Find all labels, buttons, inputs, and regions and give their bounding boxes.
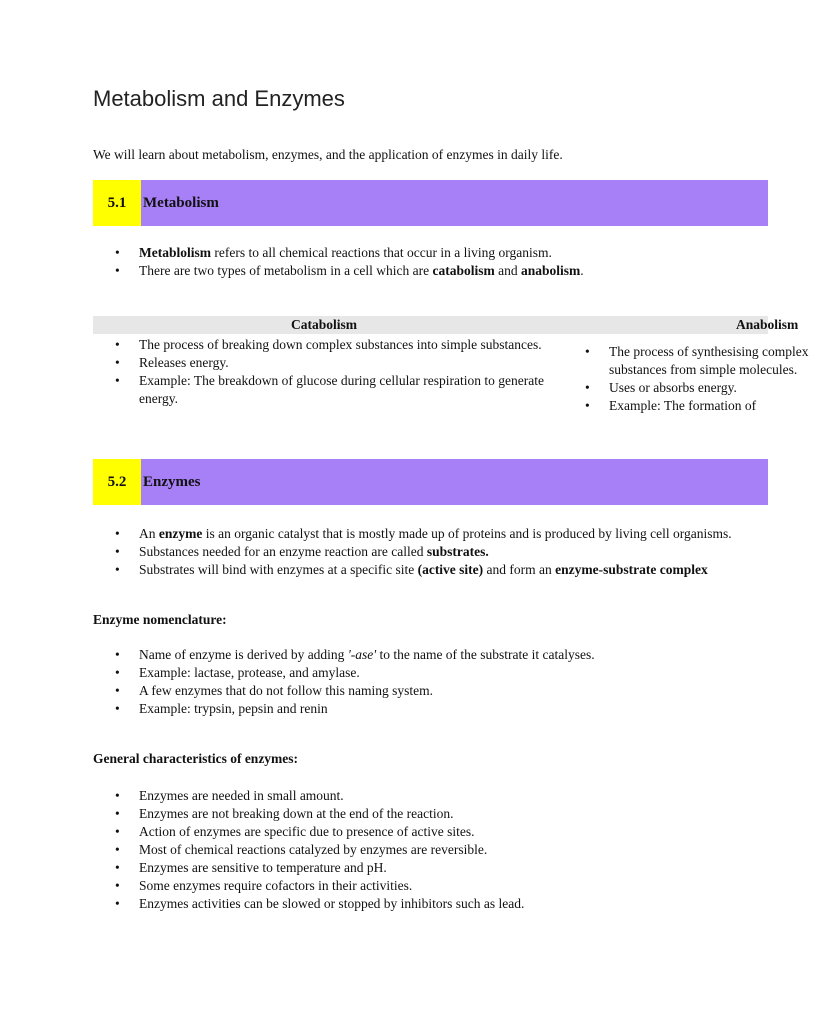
list-item: • Releases energy. (93, 354, 553, 372)
intro-text: We will learn about metabolism, enzymes, and the application of enzymes in daily life. (93, 147, 563, 162)
page-title: Metabolism and Enzymes (93, 86, 345, 111)
list-item: • A few enzymes that do not follow this naming system. (93, 682, 595, 700)
list-item: • There are two types of metabolism in a cell which are catabolism and anabolism. (93, 262, 584, 280)
section-title: Enzymes (143, 474, 201, 490)
section-number: 5.1 (93, 180, 141, 226)
nomenclature-list (93, 646, 595, 718)
list-item: • Example: lactase, protease, and amylase. (93, 664, 595, 682)
section-title: Metabolism (143, 195, 219, 211)
list-item: • Action of enzymes are specific due to presence of active sites. (93, 823, 524, 841)
section-number: 5.2 (93, 459, 141, 505)
comparison-table-header (93, 316, 799, 334)
metabolism-bullets (93, 244, 584, 280)
anabolism-column (563, 343, 809, 423)
list-item: • Uses or absorbs energy. (563, 379, 823, 397)
characteristics-list (93, 787, 524, 913)
list-item: • The process of breaking down complex substances into simple substances. (93, 336, 553, 354)
anabolism-list (563, 343, 823, 415)
list-item: • Enzymes are sensitive to temperature and pH. (93, 859, 524, 877)
characteristics-heading: General characteristics of enzymes: (93, 751, 299, 766)
section-header-enzymes (93, 459, 768, 505)
list-item: • Most of chemical reactions catalyzed by enzymes are reversible. (93, 841, 524, 859)
list-item: • Example: trypsin, pepsin and renin (93, 700, 595, 718)
list-item: • An enzyme is an organic catalyst that is mostly made up of proteins and is produced by living cell organisms. (93, 525, 732, 543)
list-item: • Example: The formation of (563, 397, 823, 415)
list-item: • Some enzymes require cofactors in their activities. (93, 877, 524, 895)
list-item: • Enzymes are needed in small amount. (93, 787, 524, 805)
list-item: • The process of synthesising complex substances from simple molecules. (563, 343, 823, 379)
catabolism-header: Catabolism (291, 317, 358, 332)
list-item: • Substances needed for an enzyme reaction are called substrates. (93, 543, 732, 561)
nomenclature-heading: Enzyme nomenclature: (93, 612, 227, 627)
list-item: • Name of enzyme is derived by adding '-ase' to the name of the substrate it catalyses. (93, 646, 595, 664)
anabolism-header: Anabolism (736, 317, 799, 332)
enzyme-bullets (93, 525, 732, 579)
catabolism-list (93, 336, 553, 408)
list-item: • Enzymes are not breaking down at the end of the reaction. (93, 805, 524, 823)
list-item: • Substrates will bind with enzymes at a specific site (active site) and form an enzyme-substrate complex (93, 561, 732, 579)
list-item: • Example: The breakdown of glucose during cellular respiration to generate energy. (93, 372, 553, 408)
section-header-metabolism (93, 180, 768, 226)
list-item: • Metablolism refers to all chemical reactions that occur in a living organism. (93, 244, 584, 262)
list-item: • Enzymes activities can be slowed or stopped by inhibitors such as lead. (93, 895, 524, 913)
